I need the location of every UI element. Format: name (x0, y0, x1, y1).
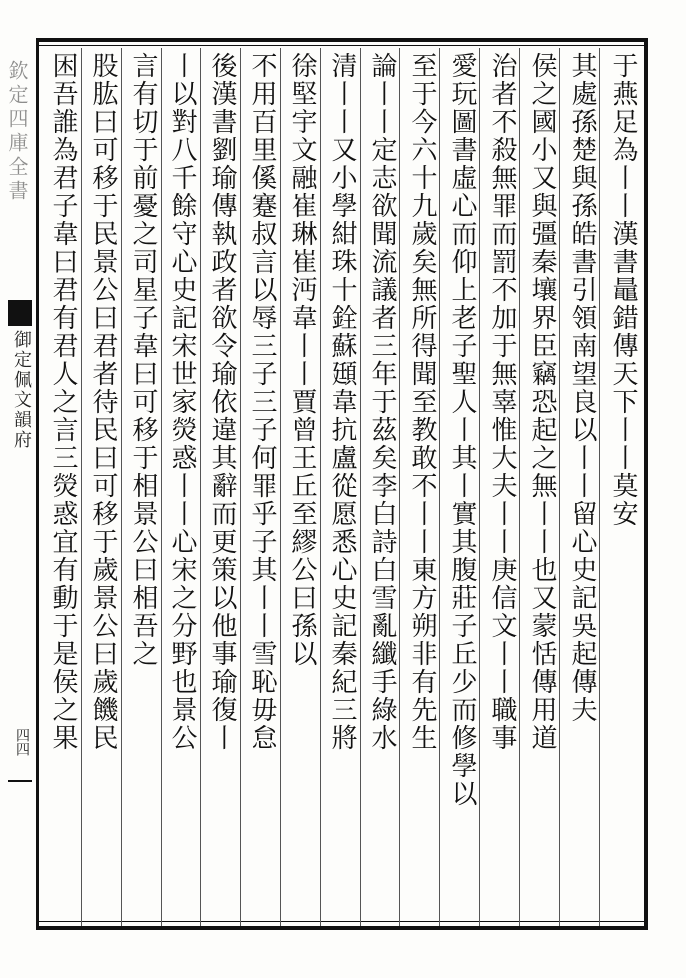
text-column: 不用百里傒蹇叔言以辱三子三子何罪乎子其丨丨雪恥毋怠 (247, 52, 277, 752)
text-column: 言有切于前憂之司星子韋曰可移于相景公曰相吾之 (128, 52, 158, 668)
text-column: 論丨丨定志欲聞流議者三年于茲矣李白詩白雪亂纖手綠水 (367, 52, 397, 752)
text-column: 徐堅宇文融崔琳崔沔韋丨丨賈曾王丘至繆公曰孫以 (287, 52, 317, 668)
right-border (644, 38, 648, 930)
text-column: 侯之國小又與彊秦壤界臣竊恐起之無丨丨也又蒙恬傳用道 (527, 52, 557, 752)
top-border (36, 38, 648, 42)
gutter-border (36, 38, 39, 930)
text-column: 股肱曰可移于民景公曰君者待民曰可移于歲景公曰歲饑民 (88, 52, 118, 752)
text-column: 其處孫楚與孫皓書引領南望良以丨丨留心史記吳起傳夫 (567, 52, 597, 724)
text-column: 治者不殺無罪而罰不加于無辜惟大夫丨丨庚信文丨丨職事 (487, 52, 517, 752)
fish-tail-mark (8, 300, 32, 326)
gutter-header-text: 欽定四庫全書 (5, 60, 29, 204)
bottom-border (36, 926, 648, 930)
text-column: 于燕足為丨丨漢書鼂錯傳天下丨丨莫安 (608, 52, 638, 528)
text-column: 清丨丨又小學紺珠十銓蘇頲韋抗盧從愿悉心史記秦紀三將 (327, 52, 357, 752)
book-title: 御定佩文韻府 (11, 330, 32, 450)
text-column: 後漢書劉瑜傳執政者欲令瑜依違其辭而更策以他事瑜復丨 (207, 52, 237, 752)
page-number: 四四 (14, 728, 30, 756)
text-column: 丨以對八千餘守心史記宋世家熒惑丨丨心宋之分野也景公 (167, 52, 197, 752)
page-number-rule (8, 780, 32, 782)
text-column: 愛玩圖書虛心而仰上老子聖人丨其丨實其腹莊子丘少而修學以 (447, 52, 477, 808)
text-column: 困吾誰為君子韋曰君有君人之言三熒惑宜有動于是侯之果 (48, 52, 78, 752)
top-inner-border (36, 45, 648, 46)
text-column: 至于今六十九歲矣無所得聞至教敢不丨丨東方朔非有先生 (407, 52, 437, 752)
